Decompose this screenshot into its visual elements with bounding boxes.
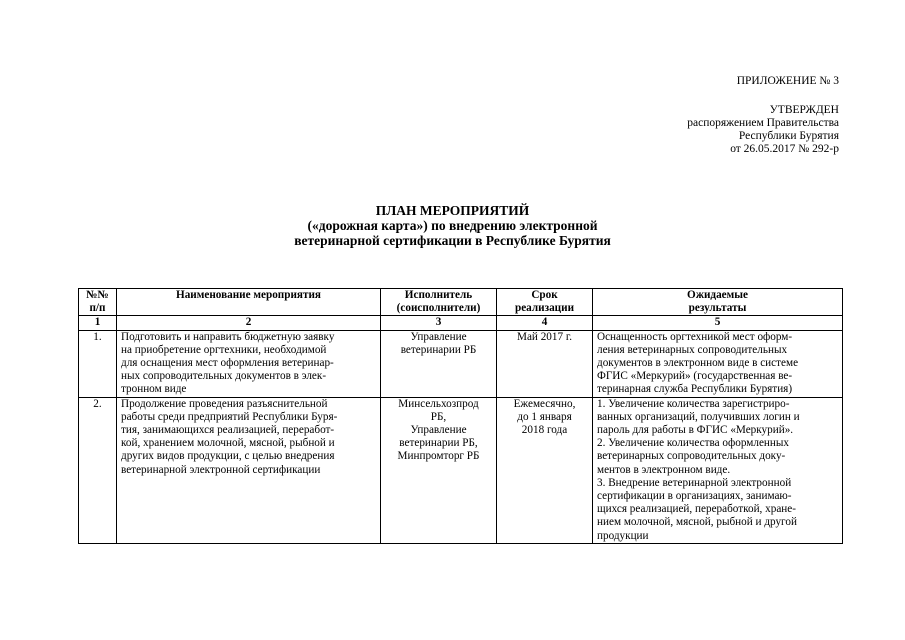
expected-results-line: ментов в электронном виде. xyxy=(597,463,731,476)
executor-line: Минпромторг РБ xyxy=(397,450,480,463)
header-num: №№ п/п xyxy=(79,289,117,316)
activity-name-line: тия, занимающихся реализацией, переработ- xyxy=(121,424,335,437)
col-number-2: 2 xyxy=(117,316,381,330)
expected-results-line: 2. Увеличение количества оформленных xyxy=(597,437,790,450)
approval-line-2: Республики Бурятия xyxy=(738,130,839,142)
expected-results-line: ванных организаций, получивших логин и xyxy=(597,410,800,423)
activity-name-line: Подготовить и направить бюджетную заявку xyxy=(121,330,335,343)
term-line: 2018 года xyxy=(521,424,568,437)
col-number-3: 3 xyxy=(381,316,497,330)
term-line: Ежемесячно, xyxy=(513,397,576,410)
header-name: Наименование мероприятия xyxy=(117,289,381,316)
term-cell xyxy=(497,330,593,397)
document-title xyxy=(0,203,905,248)
expected-results-line: документов в электронном виде в системе xyxy=(597,357,799,370)
expected-results-line: пароль для работы в ФГИС «Меркурий». xyxy=(597,424,794,437)
expected-results-line: теринарная служба Республики Бурятия) xyxy=(597,383,793,396)
activity-name-line: работы среди предприятий Республики Буря- xyxy=(121,410,338,423)
col-number-1: 1 xyxy=(79,316,117,330)
header-executor: Исполнитель (соисполнители) xyxy=(381,289,497,316)
executor-line: Минсельхозпрод xyxy=(398,397,479,410)
expected-results-line: ления ветеринарных сопроводительных xyxy=(597,343,788,356)
activity-name-line: для оснащения мест оформления ветеринар- xyxy=(121,357,334,370)
table-row xyxy=(79,397,843,543)
header-results: Ожидаемые результаты xyxy=(593,289,843,316)
activity-name-line: на приобретение оргтехники, необходимой xyxy=(121,343,327,356)
expected-results-line: щихся реализацией, переработкой, хране- xyxy=(597,503,796,516)
activity-name-line: тронном виде xyxy=(121,383,187,396)
column-number-row xyxy=(79,316,843,330)
executor-cell xyxy=(381,330,497,397)
expected-results-cell xyxy=(593,330,843,397)
activity-name-line: кой, хранением молочной, мясной, рыбной и xyxy=(121,437,335,450)
expected-results-line: 1. Увеличение количества зарегистриро- xyxy=(597,397,790,410)
executor-line: ветеринарии РБ xyxy=(400,343,477,356)
expected-results-line: ветеринарных сопроводительных доку- xyxy=(597,450,786,463)
expected-results-line: Оснащенность оргтехникой мест оформ- xyxy=(597,330,793,343)
row-number-cell: 1. xyxy=(79,330,117,397)
expected-results-line: 3. Внедрение ветеринарной электронной xyxy=(597,476,792,489)
activity-name-cell xyxy=(117,330,381,397)
row-number-cell: 2. xyxy=(79,397,117,543)
approval-block xyxy=(687,75,839,156)
executor-cell xyxy=(381,397,497,543)
executor-line: Управление xyxy=(410,424,467,437)
title-line-3: ветеринарной сертификации в Республике Бурятия xyxy=(294,233,611,248)
plan-table xyxy=(78,288,843,544)
plan-table-body xyxy=(79,330,843,543)
term-line: до 1 января xyxy=(517,410,572,423)
expected-results-line: сертификации в организациях, занимаю- xyxy=(597,490,792,503)
executor-line: Управление xyxy=(410,330,467,343)
activity-name-line: Продолжение проведения разъяснительной xyxy=(121,397,328,410)
approval-line-1: распоряжением Правительства xyxy=(687,117,839,129)
expected-results-cell xyxy=(593,397,843,543)
executor-line: РБ, xyxy=(430,410,447,423)
title-line-2: («дорожная карта») по внедрению электронной xyxy=(307,218,598,233)
activity-name-line: ных сопроводительных документов в элек- xyxy=(121,370,327,383)
expected-results-line: нием молочной, мясной, рыбной и другой xyxy=(597,516,797,529)
expected-results-line: ФГИС «Меркурий» (государственная ве- xyxy=(597,370,793,383)
executor-line: ветеринарии РБ, xyxy=(399,437,478,450)
activity-name-line: других видов продукции, с целью внедрения xyxy=(121,450,335,463)
table-row xyxy=(79,330,843,397)
header-row xyxy=(79,289,843,316)
title-line-1: ПЛАН МЕРОПРИЯТИЙ xyxy=(375,203,530,218)
activity-name-cell xyxy=(117,397,381,543)
term-cell xyxy=(497,397,593,543)
approved-label: УТВЕРЖДЕН xyxy=(769,104,839,116)
expected-results-line: продукции xyxy=(597,529,649,542)
activity-name-line: ветеринарной электронной сертификации xyxy=(121,463,321,476)
approval-line-3: от 26.05.2017 № 292-р xyxy=(730,143,839,155)
col-number-5: 5 xyxy=(593,316,843,330)
appendix-label: ПРИЛОЖЕНИЕ № 3 xyxy=(736,75,839,87)
term-line: Май 2017 г. xyxy=(517,330,572,343)
header-term: Срок реализации xyxy=(497,289,593,316)
col-number-4: 4 xyxy=(497,316,593,330)
